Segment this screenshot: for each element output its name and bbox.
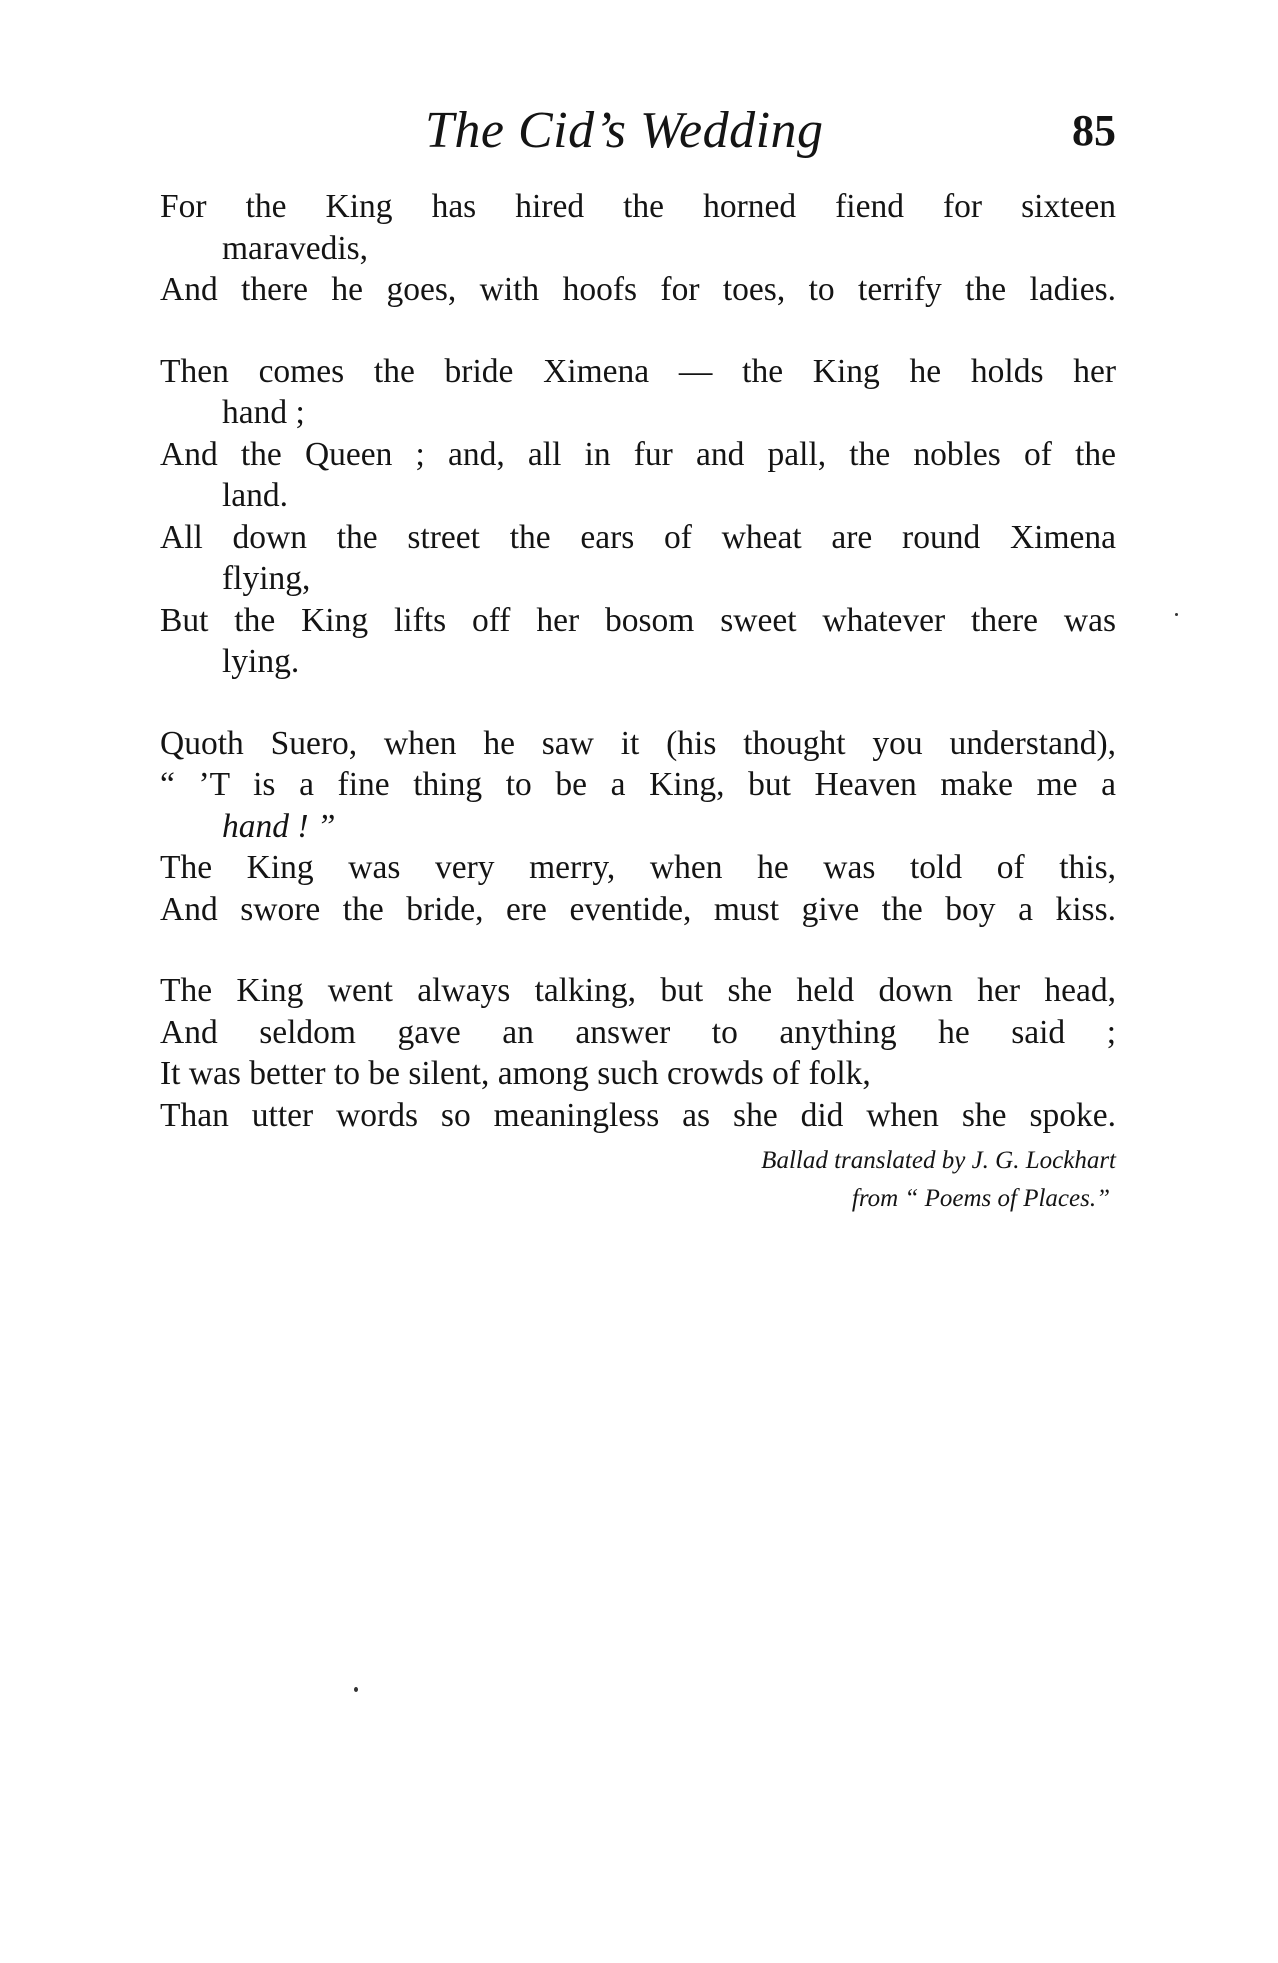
poem bbox=[160, 186, 1116, 1136]
line-text: Then comes the bride Ximena — the King he holds her bbox=[160, 352, 1116, 390]
stanza-3 bbox=[160, 723, 1116, 931]
stanza-1 bbox=[160, 186, 1116, 311]
poem-line bbox=[160, 351, 1116, 393]
attribution bbox=[761, 1142, 1116, 1218]
poem-line bbox=[160, 1095, 1116, 1137]
attribution-translator: Ballad translated by J. G. Lockhart bbox=[761, 1147, 1116, 1174]
stanza-4 bbox=[160, 970, 1116, 1136]
poem-line bbox=[160, 723, 1116, 765]
poem-line bbox=[160, 970, 1116, 1012]
poem-line bbox=[160, 1012, 1116, 1054]
poem-line bbox=[160, 600, 1116, 642]
line-text: For the King has hired the horned fiend for sixteen bbox=[160, 188, 1116, 225]
poem-line bbox=[160, 517, 1116, 559]
poem-line bbox=[160, 186, 1116, 228]
line-continuation: hand ! ” bbox=[222, 807, 336, 845]
poem-line bbox=[160, 847, 1116, 889]
poem-line bbox=[160, 764, 1116, 806]
print-speck bbox=[354, 1687, 358, 1692]
line-text: It was better to be silent, among such crowds of folk, bbox=[160, 1055, 871, 1092]
line-text: And the Queen ; and, all in fur and pall, the nobles of the bbox=[160, 435, 1116, 473]
poem-line bbox=[160, 1053, 1116, 1095]
line-text: Than utter words so meaningless as she did when she spoke. bbox=[160, 1096, 1116, 1134]
line-text: All down the street the ears of wheat are round Ximena bbox=[160, 518, 1116, 556]
line-continuation: hand ; bbox=[222, 394, 305, 431]
line-text: “ ’T is a fine thing to be a King, but Heaven make me a bbox=[160, 766, 1116, 803]
running-title: The Cid’s Wedding bbox=[425, 102, 824, 159]
poem-line bbox=[160, 269, 1116, 311]
line-text: Quoth Suero, when he saw it (his thought you understand), bbox=[160, 724, 1116, 762]
stanza-2 bbox=[160, 351, 1116, 683]
line-text: And swore the bride, ere eventide, must give the boy a kiss. bbox=[160, 890, 1116, 928]
print-speck bbox=[1175, 613, 1178, 616]
line-continuation: lying. bbox=[222, 643, 300, 680]
line-text: And there he goes, with hoofs for toes, to terrify the ladies. bbox=[160, 271, 1116, 308]
line-text: The King was very merry, when he was told of this, bbox=[160, 849, 1116, 886]
page-header bbox=[160, 96, 1116, 166]
line-continuation: maravedis, bbox=[222, 229, 369, 267]
line-text: And seldom gave an answer to anything he said ; bbox=[160, 1013, 1116, 1051]
line-text: The King went always talking, but she held down her head, bbox=[160, 972, 1116, 1009]
poem-line bbox=[160, 434, 1116, 476]
page-number: 85 bbox=[1072, 106, 1116, 155]
line-text: But the King lifts off her bosom sweet whatever there was bbox=[160, 601, 1116, 639]
line-continuation: flying, bbox=[222, 560, 311, 597]
attribution-source: from “ Poems of Places.” bbox=[851, 1185, 1110, 1212]
poem-line bbox=[160, 889, 1116, 931]
line-continuation: land. bbox=[222, 477, 289, 514]
